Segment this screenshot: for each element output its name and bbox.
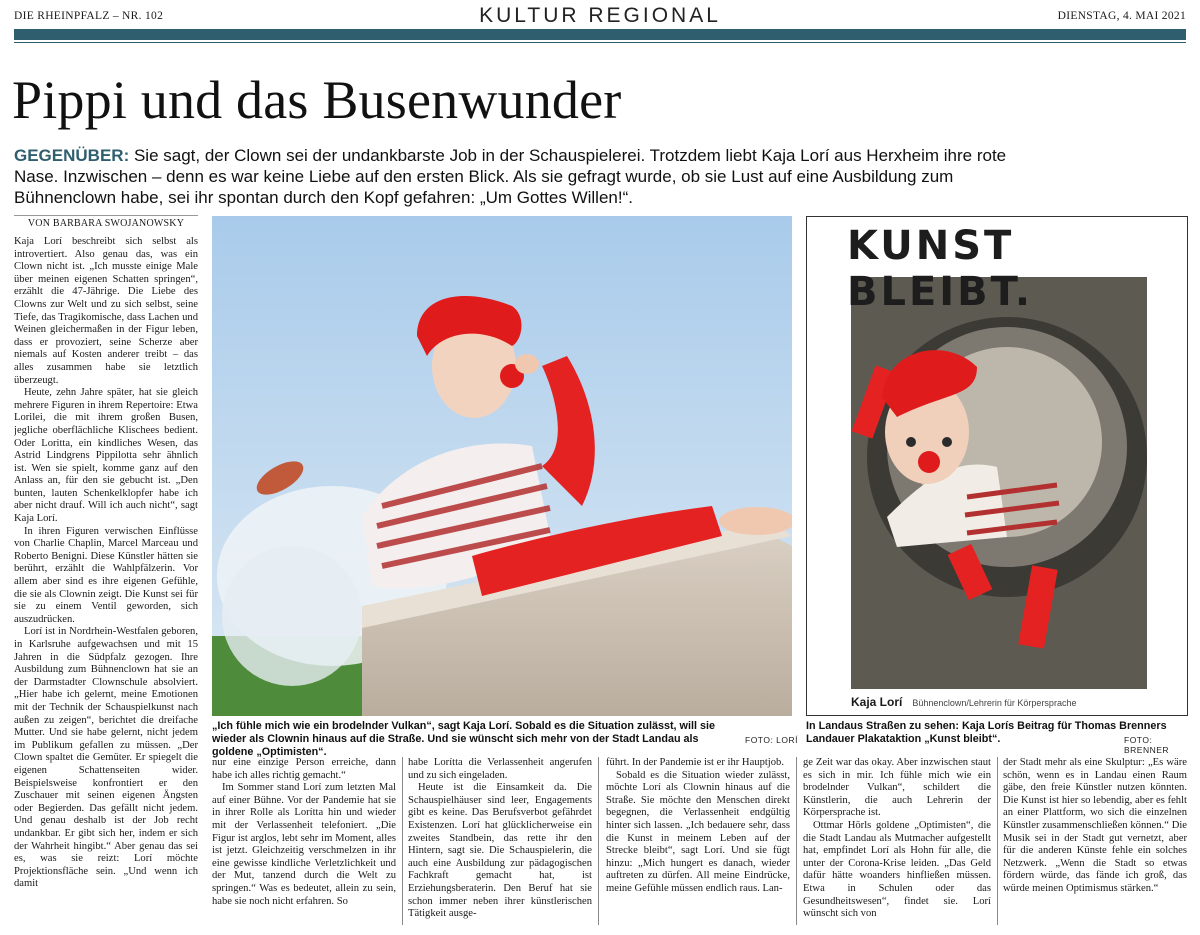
paragraph: Sobald es die Situation wieder zulässt, möchte Lorí als Clownin hinaus auf die Straße. Sie möchte den Menschen direkt begegnen, die Verlassenheit endgültig hinter sich lassen. „Ich bedauere sehr, dass die Kunst in meinem Leben auf der Strecke bleibt“, sagt Lorí. Und sie fügt hinzu: „Mich hungert es danach, wieder auftreten zu dürfen. All meine Eindrücke, meine Gefühle müssen endlich raus. Lan- <box>606 769 790 894</box>
poster-name: Kaja Lorí <box>851 695 903 709</box>
poster-role: Bühnenclown/Lehrerin für Körpersprache <box>912 698 1077 708</box>
column-divider <box>402 757 403 925</box>
poster-credit-line <box>851 693 1076 711</box>
paragraph: Heute, zehn Jahre später, hat sie gleich mehrere Figuren in ihrem Repertoire: Etwa Lorilei, die mit ihrem großen Busen, jegliche oberflächliche Klischees bedient. Oder Loritta, ein kindliches Wesen, das Astrid Lindgrens Pippilotta sehr ähnlich ist. Wen sie spielt, komme ganz auf den Anlass an, für den sie gebucht ist. „Den bunten, lauten Schenkelklopfer habe ich aber nicht drauf. Will ich auch nicht“, sagt Kaja Lorí. <box>14 387 198 525</box>
paragraph: führt. In der Pandemie ist er ihr Hauptjob. <box>606 757 784 768</box>
article-column-3 <box>408 757 592 927</box>
article-column-4 <box>606 757 790 927</box>
paragraph: der Stadt mehr als eine Skulptur: „Es wäre schön, wenn es in Landau einen Raum gäbe, den freie Künstler nutzen könnten. Die Kunst ist hier so lebendig, aber es fehlt an einer Plattform, wo sich die einzelnen Künstler zusammenschließen können.“ Die Musik sei in der Stadt gut vernetzt, aber für die anderen Künste fehle ein solches Netzwerk. „Wenn die Stadt so etwas fördern würde, das fände ich groß, das würde meinen Optimismus stärken.“ <box>1003 757 1187 894</box>
paragraph: Im Sommer stand Lorí zum letzten Mal auf einer Bühne. Vor der Pandemie hat sie in ihrer Rolle als Lorítta hin und wieder mit der Verlassenheit telefoniert. „Die Figur ist arglos, lebt sehr im Moment, alles ist jetzt. Gleichzeitig verschmelzen in ihr eine gewisse kindliche Verletzlichkeit und der Mut, tanzend durch die Welt zu springen.“ Was es bedeutet, allein zu sein, habe sie noch nicht erfahren. So <box>212 782 396 907</box>
paragraph: ge Zeit war das okay. Aber inzwischen staut es sich in mir. Ich fühle mich wie ein brodelnder Vulkan“, schildert die Künstlerin, die auch Lehrerin der Körpersprache ist. <box>803 757 991 819</box>
column-divider <box>796 757 797 925</box>
photo-caption-2: In Landaus Straßen zu sehen: Kaja Lorís Beitrag für Thomas Brenners Landauer Plakataktion „Kunst bleibt“. <box>806 720 1167 745</box>
photo-credit-1: FOTO: LORÍ <box>745 735 799 745</box>
lead-kicker: GEGENÜBER: <box>14 146 130 165</box>
lead-paragraph <box>14 145 1014 208</box>
newspaper-name: DIE RHEINPFALZ – NR. 102 <box>14 10 164 22</box>
article-column-1 <box>14 236 198 926</box>
photo-caption-1: „Ich fühle mich wie ein brodelnder Vulkan“, sagt Kaja Lorí. Sobald es die Situation zulässt, will sie wieder als Clownin hinaus auf die Straße. Und sie wünscht sich mehr von der Stadt Landau als goldene „Optimisten“. <box>212 720 715 758</box>
paragraph: nur eine einzige Person erreiche, dann habe ich alles richtig gemacht.“ <box>212 757 396 781</box>
paragraph: Ottmar Hörls goldene „Optimisten“, die die Stadt Landau als Mutmacher aufgestellt hat, empfindet Lorí als Hohn für alle, die unter der Corona-Krise leiden. „Das Geld dafür hätte woanders hinfließen müssen. Etwa in Schulen oder das Gesundheitswesen“, findet sie. Lorí wünscht sich von <box>803 819 991 920</box>
paragraph: In ihren Figuren verwischen Einflüsse von Charlie Chaplin, Marcel Marceau und Roberto Benigni. Diese Künstler hätten sie berührt, erzählt die Wahlpfälzerin. Vor allem aber sind es ihre eigenen Gefühle, die sie als Clownin zeigt. Die Kunst sei für sie zu einem Ventil geworden, sich auszudrücken. <box>14 525 198 625</box>
byline: VON BARBARA SWOJANOWSKY <box>14 215 198 229</box>
clown-photo <box>212 216 792 716</box>
article-column-2 <box>212 757 396 927</box>
kunst-bleibt-poster <box>806 216 1188 716</box>
section-title: KULTUR REGIONAL <box>479 4 721 27</box>
paragraph: habe Lorítta die Verlassenheit angerufen und zu sich eingeladen. <box>408 757 592 781</box>
clown-lying-on-wall-image <box>212 216 792 716</box>
photo-credit-2: FOTO: BRENNER <box>1124 735 1170 755</box>
paragraph: Kaja Lorí beschreibt sich selbst als introvertiert. Also genau das, was ein Clown nicht ist. „Ich musste einige Male über meinen eigenen Schatten springen“, erzählt die 47-Jährige. Die Liebe des Clowns zur Welt und zu sich selbst, seine Tiefe, das Tragikomische, dass Lachen und Weinen gleichermaßen in der Figur leben, dass er provoziert, seine Scherze aber niemals auf Kosten anderer treibt – das alles zusammen habe sie letztlich überzeugt. <box>14 236 198 386</box>
article-column-6 <box>1003 757 1187 927</box>
lead-text: Sie sagt, der Clown sei der undankbarste Job in der Schauspielerei. Trotzdem liebt Kaja Lorí aus Herxheim ihre rote Nase. Inzwischen – denn es war keine Liebe auf den ersten Blick. Als sie gefragt wurde, ob sie Lust auf eine Ausbildung zum Bühnenclown habe, sei ihr spontan durch den Kopf gefahren: „Um Gottes Willen!“. <box>14 146 1007 207</box>
paragraph: Lorí ist in Nordrhein-Westfalen geboren, in Karlsruhe aufgewachsen und mit 15 Jahren in die Südpfalz gezogen. Ihre Ausbildung zum Bühnenclown hat sie an der Darmstadter Clownschule absolviert. „Hier habe ich gelernt, meine Emotionen mit der Technik der Schauspielkunst nach außen zu zeigen“, berichtet die dreifache Mutter. Und sie habe gelernt, nicht jedem im Publikum gefallen zu müssen. „Der Clown spaltet die Gemüter. Er spiegelt die eigenen Schattenseiten wider. Beispielsweise konfrontiert er den Zuschauer mit seinen eigenen Ängsten oder Begierden. Das gefällt nicht jedem. Und genau deshalb ist der Job recht undankbar. Er gibt sich her, indem er sich der Wahrheit hingibt.“ Aber genau das sei es, was sie reizt: Lorí möchte Projektionsfläche sein. „Und wenn ich damit <box>14 626 198 890</box>
headline: Pippi und das Busenwunder <box>12 70 622 130</box>
masthead-rule <box>14 29 1186 40</box>
poster-title: KUNST BLEIBT. <box>847 223 1034 315</box>
masthead <box>14 6 1186 28</box>
masthead-rule-thin <box>14 42 1186 43</box>
column-divider <box>997 757 998 925</box>
paragraph: Heute ist die Einsamkeit da. Die Schauspielhäuser sind leer, Engagements gibt es keine. Das Berufsverbot gefährdet Existenzen. Lorí hat glücklicherweise ein zweites Standbein, das rette ihr den Hintern, sagt sie. Die Schauspielerin, die auch eine Ausbildung zur pädagogischen Fachkraft gemacht hat, ist Erziehungsberaterin. Den Beruf hat sie schon immer neben ihrer künstlerischen Tätigkeit ausge- <box>408 782 592 920</box>
column-divider <box>598 757 599 925</box>
issue-date: DIENSTAG, 4. MAI 2021 <box>1057 10 1186 22</box>
article-column-5 <box>803 757 991 927</box>
